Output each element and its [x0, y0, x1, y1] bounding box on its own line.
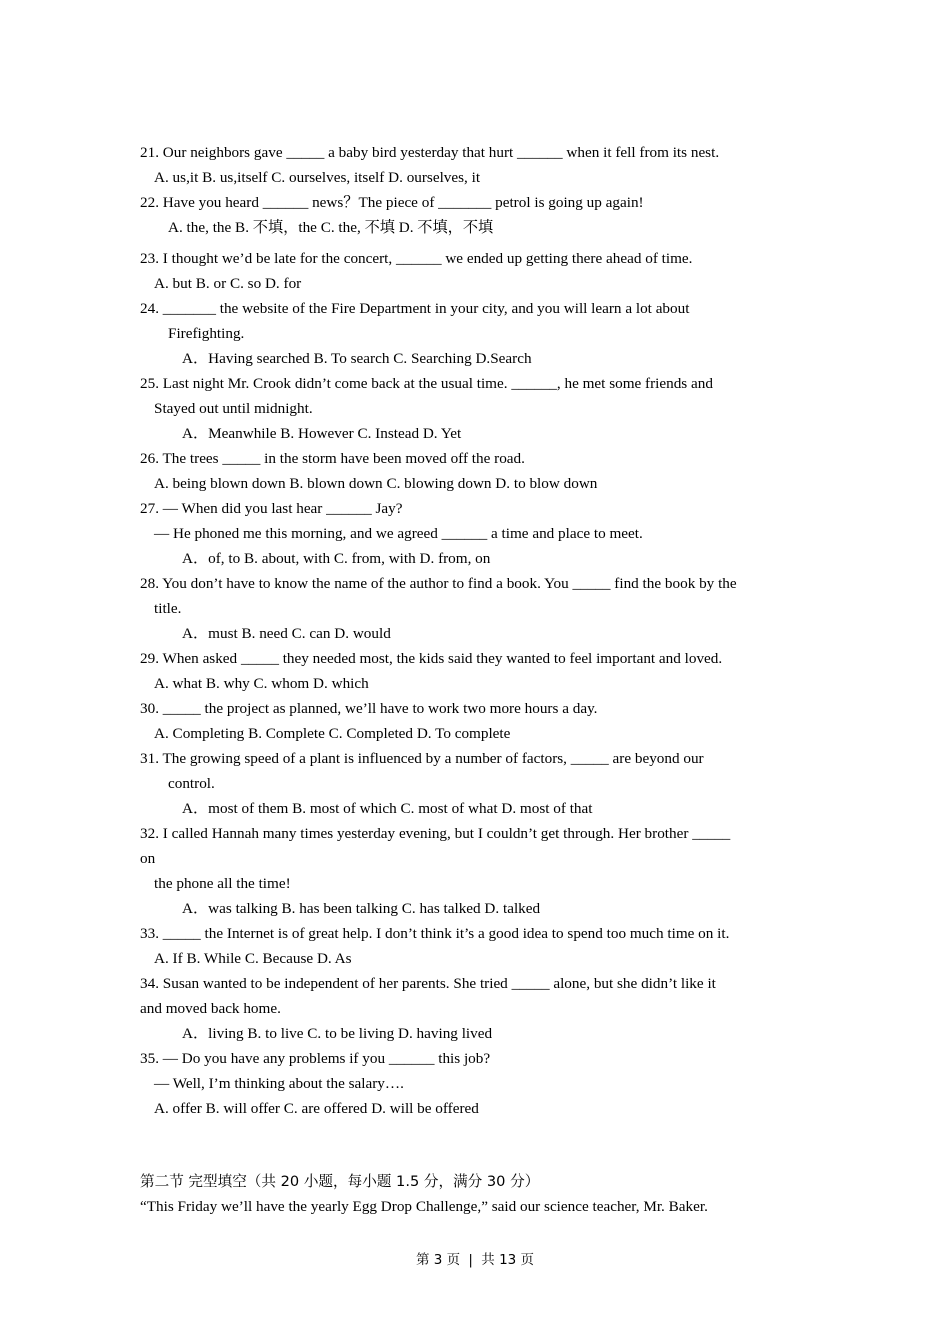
passage-first-line [140, 1194, 812, 1219]
question-item [140, 821, 812, 921]
question-options: A. but B. or C. so D. for [154, 275, 302, 292]
footer-total-pages: 共 13 页 [481, 1252, 535, 1268]
section-heading [140, 1169, 812, 1194]
question-stem-continued: Stayed out until midnight. [154, 400, 313, 417]
question-item [140, 140, 812, 190]
question-options: A．Meanwhile B. However C. Instead D. Yet [182, 425, 462, 442]
question-stem: 29. When asked _____ they needed most, the kids said they wanted to feel important and loved. [140, 650, 723, 667]
question-item [140, 571, 812, 646]
question-stem: 34. Susan wanted to be independent of her parents. She tried _____ alone, but she didn’t like it [140, 975, 716, 992]
question-item [140, 971, 812, 1046]
section-heading-text: 第二节 完型填空（共 20 小题，每小题 1.5 分，满分 30 分） [140, 1173, 540, 1190]
question-stem: 31. The growing speed of a plant is influenced by a number of factors, _____ are beyond our [140, 750, 704, 767]
question-item [140, 921, 812, 971]
spacer [140, 1121, 812, 1153]
question-item [140, 1046, 812, 1121]
question-item [140, 696, 812, 746]
question-stem-continued: control. [168, 775, 215, 792]
question-stem: 33. _____ the Internet is of great help. I don’t think it’s a good idea to spend too much time on it. [140, 925, 730, 942]
question-item [140, 646, 812, 696]
question-options: A. Completing B. Complete C. Completed D. To complete [154, 725, 511, 742]
question-options: A．must B. need C. can D. would [182, 625, 391, 642]
question-stem-continued: and moved back home. [140, 1000, 281, 1017]
question-stem: 30. _____ the project as planned, we’ll have to work two more hours a day. [140, 700, 598, 717]
question-item [140, 371, 812, 446]
question-stem: 24. _______ the website of the Fire Department in your city, and you will learn a lot about [140, 300, 690, 317]
question-options: A．Having searched B. To search C. Searching D.Search [182, 350, 532, 367]
question-stem-continued: — He phoned me this morning, and we agreed ______ a time and place to meet. [154, 525, 643, 542]
question-stem: 28. You don’t have to know the name of the author to find a book. You _____ find the book by the [140, 575, 737, 592]
question-options: A. If B. While C. Because D. As [154, 950, 352, 967]
question-stem: 21. Our neighbors gave _____ a baby bird yesterday that hurt ______ when it fell from its nest. [140, 144, 720, 161]
question-options: A. the, the B. 不填，the C. the, 不填 D. 不填，不填 [168, 219, 494, 236]
spacer [140, 1153, 812, 1169]
question-stem: 23. I thought we’d be late for the concert, ______ we ended up getting there ahead of time. [140, 250, 693, 267]
footer-separator: | [468, 1252, 473, 1268]
question-stem: 25. Last night Mr. Crook didn’t come back at the usual time. ______, he met some friends and [140, 375, 713, 392]
question-stem-continued: title. [154, 600, 182, 617]
question-stem: 32. I called Hannah many times yesterday evening, but I couldn’t get through. Her brother _____ [140, 825, 731, 842]
question-stem-continued: — Well, I’m thinking about the salary…. [154, 1075, 404, 1092]
question-options: A．was talking B. has been talking C. has talked D. talked [182, 900, 541, 917]
question-item [140, 746, 812, 821]
question-stem: 27. — When did you last hear ______ Jay? [140, 500, 403, 517]
question-options: A．living B. to live C. to be living D. having lived [182, 1025, 493, 1042]
question-options: A. offer B. will offer C. are offered D. will be offered [154, 1100, 479, 1117]
question-stem-continued: on [140, 850, 156, 867]
question-options: A．most of them B. most of which C. most of what D. most of that [182, 800, 593, 817]
question-options: A．of, to B. about, with C. from, with D. from, on [182, 550, 491, 567]
question-options: A. us,it B. us,itself C. ourselves, itself D. ourselves, it [154, 169, 481, 186]
question-item [140, 246, 812, 296]
question-stem-continued: Firefighting. [168, 325, 245, 342]
question-stem-continued-2: the phone all the time! [154, 875, 291, 892]
question-options: A. being blown down B. blown down C. blowing down D. to blow down [154, 475, 598, 492]
question-stem: 26. The trees _____ in the storm have been moved off the road. [140, 450, 525, 467]
passage-text: “This Friday we’ll have the yearly Egg Drop Challenge,” said our science teacher, Mr. Baker. [140, 1198, 708, 1215]
exam-questions-body [140, 140, 812, 1219]
question-options: A. what B. why C. whom D. which [154, 675, 369, 692]
question-item [140, 190, 812, 240]
question-item [140, 496, 812, 571]
question-item [140, 446, 812, 496]
question-stem: 22. Have you heard ______ news？The piece of _______ petrol is going up again! [140, 194, 644, 211]
question-stem: 35. — Do you have any problems if you ______ this job? [140, 1050, 491, 1067]
footer-current-page: 第 3 页 [415, 1252, 461, 1268]
page-footer [0, 1248, 950, 1268]
question-item [140, 296, 812, 371]
